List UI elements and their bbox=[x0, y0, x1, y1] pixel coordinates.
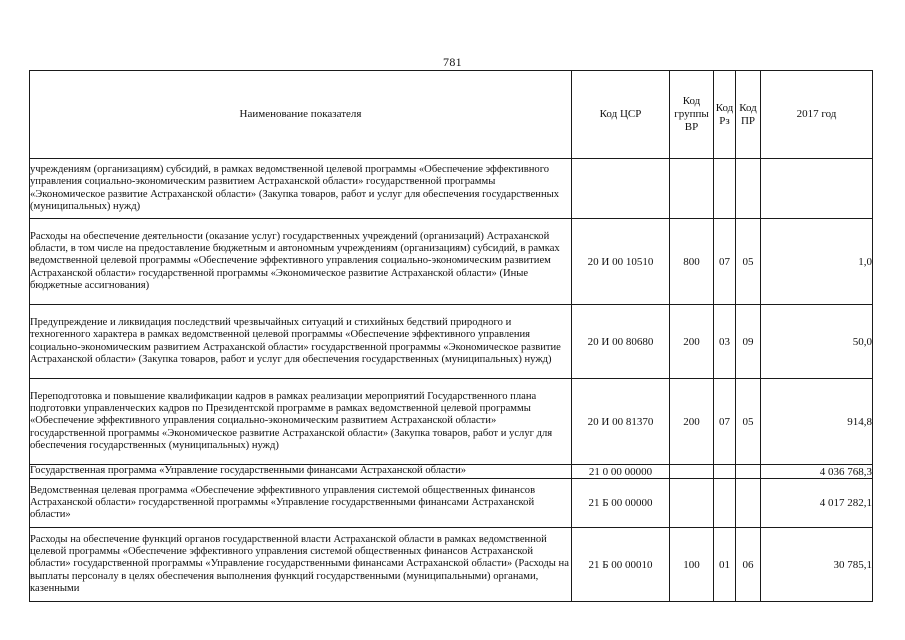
row-csr: 20 И 00 80680 bbox=[572, 305, 670, 379]
table-row bbox=[30, 305, 873, 379]
row-csr bbox=[572, 159, 670, 219]
row-group: 200 bbox=[670, 305, 714, 379]
row-csr: 20 И 00 81370 bbox=[572, 379, 670, 465]
table-row bbox=[30, 219, 873, 305]
row-pr: 05 bbox=[736, 379, 761, 465]
row-csr: 20 И 00 10510 bbox=[572, 219, 670, 305]
row-amount: 30 785,1 bbox=[761, 528, 873, 602]
row-rz: 01 bbox=[714, 528, 736, 602]
row-csr: 21 0 00 00000 bbox=[572, 465, 670, 479]
row-name: Расходы на обеспечение деятельности (оказание услуг) государственных учреждений (организаций) Астраханской области, в том числе на предоставление бюджетным и автономным учреждениям (организациям) субсидий, в рамках ведомственной целевой программы «Обеспечение эффективного управления социально-экономическим развитием Астраханской области» государственной программы «Экономическое развитие Астраханской области» (Иные бюджетные ассигнования) bbox=[30, 219, 572, 305]
row-name: Расходы на обеспечение функций органов государственной власти Астраханской области в рамках ведомственной целевой программы «Обеспечение эффективного управления системой общественных финансов Астраханской области» государственной программы «Управление государственными финансами Астраханской области» (Расходы на выплаты персоналу в целях обеспечения выполнения функций государственными (муниципальными) органами, казенными bbox=[30, 528, 572, 602]
table-row bbox=[30, 528, 873, 602]
header-group: Код группы ВР bbox=[670, 71, 714, 159]
budget-table bbox=[29, 70, 873, 602]
row-group: 800 bbox=[670, 219, 714, 305]
row-group: 200 bbox=[670, 379, 714, 465]
header-csr: Код ЦСР bbox=[572, 71, 670, 159]
row-group bbox=[670, 159, 714, 219]
table-row bbox=[30, 465, 873, 479]
row-amount: 1,0 bbox=[761, 219, 873, 305]
row-csr: 21 Б 00 00010 bbox=[572, 528, 670, 602]
row-group bbox=[670, 465, 714, 479]
header-year: 2017 год bbox=[761, 71, 873, 159]
row-csr: 21 Б 00 00000 bbox=[572, 479, 670, 528]
row-name: Государственная программа «Управление государственными финансами Астраханской области» bbox=[30, 465, 572, 479]
table-row bbox=[30, 379, 873, 465]
row-name: учреждениям (организациям) субсидий, в рамках ведомственной целевой программы «Обеспечение эффективного управления социально-экономическим развитием Астраханской области» государственной программы «Экономическое развитие Астраханской области» (Закупка товаров, работ и услуг для обеспечения государственных (муниципальных) нужд) bbox=[30, 159, 572, 219]
row-rz bbox=[714, 159, 736, 219]
row-group: 100 bbox=[670, 528, 714, 602]
row-amount: 4 017 282,1 bbox=[761, 479, 873, 528]
row-pr bbox=[736, 479, 761, 528]
row-rz: 03 bbox=[714, 305, 736, 379]
table-header-row bbox=[30, 71, 873, 159]
row-amount: 4 036 768,3 bbox=[761, 465, 873, 479]
row-pr: 05 bbox=[736, 219, 761, 305]
row-name: Ведомственная целевая программа «Обеспечение эффективного управления системой общественных финансов Астраханской области» государственной программы «Управление государственными финансами Астраханской области» bbox=[30, 479, 572, 528]
row-name: Предупреждение и ликвидация последствий чрезвычайных ситуаций и стихийных бедствий природного и техногенного характера в рамках ведомственной целевой программы «Обеспечение эффективного управления социально-экономическим развитием Астраханской области» государственной программы «Экономическое развитие Астраханской области» (Закупка товаров, работ и услуг для обеспечения государственных (муниципальных) нужд) bbox=[30, 305, 572, 379]
row-name: Переподготовка и повышение квалификации кадров в рамках реализации мероприятий Государственного плана подготовки управленческих кадров по Президентской программе в рамках ведомственной целевой программы «Обеспечение эффективного управления социально-экономическим развитием Астраханской области» государственной программы «Экономическое развитие Астраханской области» (Закупка товаров, работ и услуг для обеспечения государственных (муниципальных) нужд) bbox=[30, 379, 572, 465]
row-rz: 07 bbox=[714, 379, 736, 465]
header-pr: Код ПР bbox=[736, 71, 761, 159]
header-name: Наименование показателя bbox=[30, 71, 572, 159]
page-number: 781 bbox=[443, 55, 462, 69]
row-rz bbox=[714, 465, 736, 479]
row-amount: 914,8 bbox=[761, 379, 873, 465]
table-row bbox=[30, 159, 873, 219]
header-rz: Код Рз bbox=[714, 71, 736, 159]
row-rz: 07 bbox=[714, 219, 736, 305]
row-pr bbox=[736, 465, 761, 479]
row-amount: 50,0 bbox=[761, 305, 873, 379]
table-row bbox=[30, 479, 873, 528]
row-pr: 09 bbox=[736, 305, 761, 379]
row-rz bbox=[714, 479, 736, 528]
row-pr: 06 bbox=[736, 528, 761, 602]
row-amount bbox=[761, 159, 873, 219]
row-pr bbox=[736, 159, 761, 219]
row-group bbox=[670, 479, 714, 528]
